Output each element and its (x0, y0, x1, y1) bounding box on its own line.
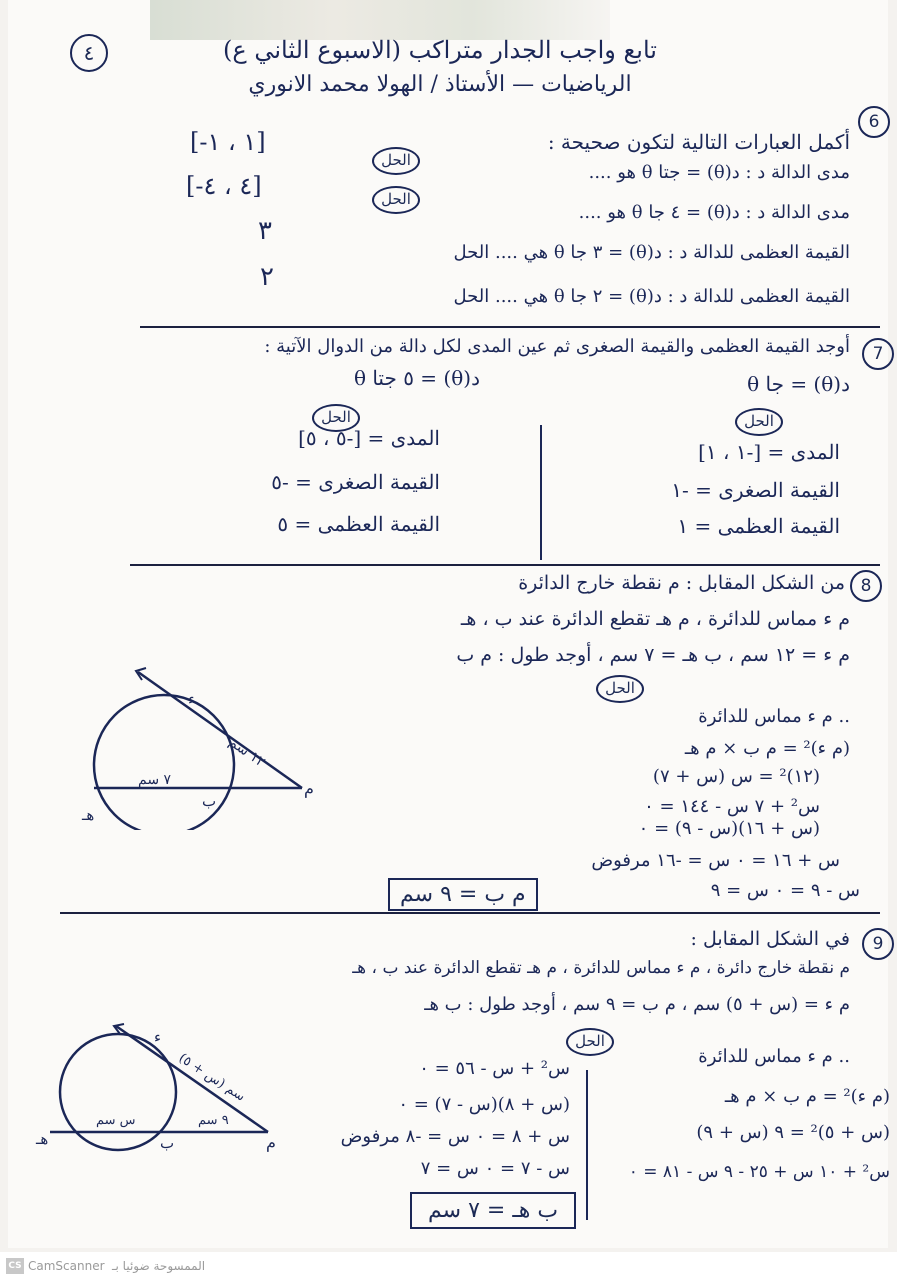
question-9-result-box: ب هـ = ٧ سم (410, 1192, 576, 1229)
label-tangent-point: ء (154, 1028, 162, 1046)
question-8-given-1: م ء مماس للدائرة ، م هـ تقطع الدائرة عند ب ، هـ (460, 608, 850, 630)
label-tangent-length: (س + ٥) سم (175, 1050, 248, 1105)
label-point-b: ب (160, 1134, 175, 1152)
answer-tag: الحل (372, 147, 420, 175)
label-chord-length: س سم (96, 1113, 136, 1128)
question-7-left-range: المدى = [-٥ ، ٥] (298, 426, 440, 450)
question-8-step-5: (س + ١٦)(س - ٩) = ٠ (638, 818, 820, 839)
answer-tag: الحل (566, 1028, 614, 1056)
label-tangent-point: ء (188, 690, 196, 708)
page-number: ٤ (70, 34, 108, 72)
question-6-answer-d: ٢ (260, 262, 274, 292)
question-7-left-max: القيمة العظمى = ٥ (277, 512, 440, 536)
divider (60, 912, 880, 914)
label-point-b: ب (202, 792, 217, 810)
question-9-left-step-1: س² + س - ٥٦ = ٠ (419, 1058, 570, 1079)
question-7-left-func: د(θ) = ٥ جتا θ (353, 366, 480, 390)
photo-background-edge (150, 0, 610, 40)
question-9-right-step-4: س² + ١٠ س + ٢٥ - ٩ س - ٨١ = ٠ (628, 1162, 890, 1182)
tangent-line (116, 1026, 268, 1132)
question-8-given-2: م ء = ١٢ سم ، ب هـ = ٧ سم ، أوجد طول : م ب (456, 644, 850, 666)
question-7-right-max: القيمة العظمى = ١ (677, 514, 840, 538)
scanner-footer (0, 1252, 897, 1280)
question-9-title: في الشكل المقابل : (690, 928, 850, 950)
camscanner-brand: CamScanner (28, 1259, 105, 1273)
divider (130, 564, 880, 566)
header-line-2: الرياضيات — الأستاذ / الهولا محمد الانوري (248, 72, 632, 97)
question-6-item-d: القيمة العظمى للدالة د : د(θ) = ٢ جا θ هي .... الحل (453, 286, 850, 307)
label-tangent-length: ١٢ سم (225, 734, 269, 771)
question-9-right-step-2: (م ء)² = م ب × م هـ (724, 1086, 890, 1107)
column-divider (586, 1070, 588, 1220)
question-9-given-2: م ء = (س + ٥) سم ، م ب = ٩ سم ، أوجد طول : ب هـ (424, 994, 850, 1015)
question-7-right-func: د(θ) = جا θ (747, 372, 850, 396)
question-6-item-c: القيمة العظمى للدالة د : د(θ) = ٣ جا θ هي .... الحل (453, 242, 850, 263)
question-8-step-7: س - ٩ = ٠ س = ٩ (710, 880, 860, 901)
label-pb-length: ٩ سم (198, 1113, 229, 1128)
label-point-p: م (304, 779, 314, 798)
question-7-title: أوجد القيمة العظمى والقيمة الصغرى ثم عين المدى لكل دالة من الدوال الآتية : (264, 336, 850, 357)
question-6-item-a: مدى الدالة د : د(θ) = جتا θ هو .... (588, 162, 850, 183)
question-8-figure (80, 660, 330, 830)
answer-tag: الحل (735, 408, 783, 436)
question-9-figure (30, 1020, 280, 1160)
question-8-title: من الشكل المقابل : م نقطة خارج الدائرة (518, 572, 845, 594)
scanned-with-text: الممسوحة ضوئيا بـ (112, 1259, 206, 1273)
question-6-title: أكمل العبارات التالية لتكون صحيحة : (547, 130, 850, 154)
label-point-h: هـ (36, 1130, 49, 1148)
question-8-result-box: م ب = ٩ سم (388, 878, 538, 911)
question-9-right-step-1: .. م ء مماس للدائرة (698, 1046, 850, 1067)
question-6-answer-a: [-١ ، ١] (190, 128, 266, 156)
question-6-item-b: مدى الدالة د : د(θ) = ٤ جا θ هو .... (578, 202, 850, 223)
column-divider (540, 425, 542, 560)
question-9-right-step-3: (س + ٥)² = ٩ (س + ٩) (696, 1122, 890, 1143)
question-9-left-step-4: س - ٧ = ٠ س = ٧ (420, 1158, 570, 1179)
question-8-number: 8 (850, 570, 882, 602)
question-8-step-1: .. م ء مماس للدائرة (698, 706, 850, 727)
question-7-right-min: القيمة الصغرى = -١ (671, 478, 840, 502)
answer-tag: الحل (596, 675, 644, 703)
header-line-1: تابع واجب الجدار متراكب (الاسبوع الثاني ع) (223, 36, 657, 64)
camscanner-logo-icon: CS (6, 1258, 24, 1274)
question-8-step-3: (١٢)² = س (س + ٧) (652, 766, 820, 787)
question-9-left-step-3: س + ٨ = ٠ س = -٨ مرفوض (340, 1126, 570, 1147)
label-point-p: م (266, 1133, 276, 1152)
question-9-number: 9 (862, 928, 894, 960)
answer-tag: الحل (312, 404, 360, 432)
question-7-left-min: القيمة الصغرى = -٥ (271, 470, 440, 494)
question-9-left-step-2: (س + ٨)(س - ٧) = ٠ (398, 1094, 570, 1115)
question-6-answer-b: [-٤ ، ٤] (186, 172, 262, 200)
divider (140, 326, 880, 328)
question-8-step-2: (م ء)² = م ب × م هـ (684, 738, 850, 759)
question-7-number: 7 (862, 338, 894, 370)
question-7-right-range: المدى = [-١ ، ١] (698, 440, 840, 464)
question-8-step-4: س² + ٧ س - ١٤٤ = ٠ (644, 796, 820, 817)
question-6-number: 6 (858, 106, 890, 138)
label-point-h: هـ (82, 806, 95, 824)
question-6-answer-c: ٣ (258, 216, 272, 246)
label-chord-length: ٧ سم (138, 772, 172, 788)
question-8-step-6: س + ١٦ = ٠ س = -١٦ مرفوض (591, 850, 840, 871)
tangent-line (138, 672, 302, 788)
answer-tag: الحل (372, 186, 420, 214)
question-9-given-1: م نقطة خارج دائرة ، م ء مماس للدائرة ، م هـ تقطع الدائرة عند ب ، هـ (352, 958, 850, 978)
